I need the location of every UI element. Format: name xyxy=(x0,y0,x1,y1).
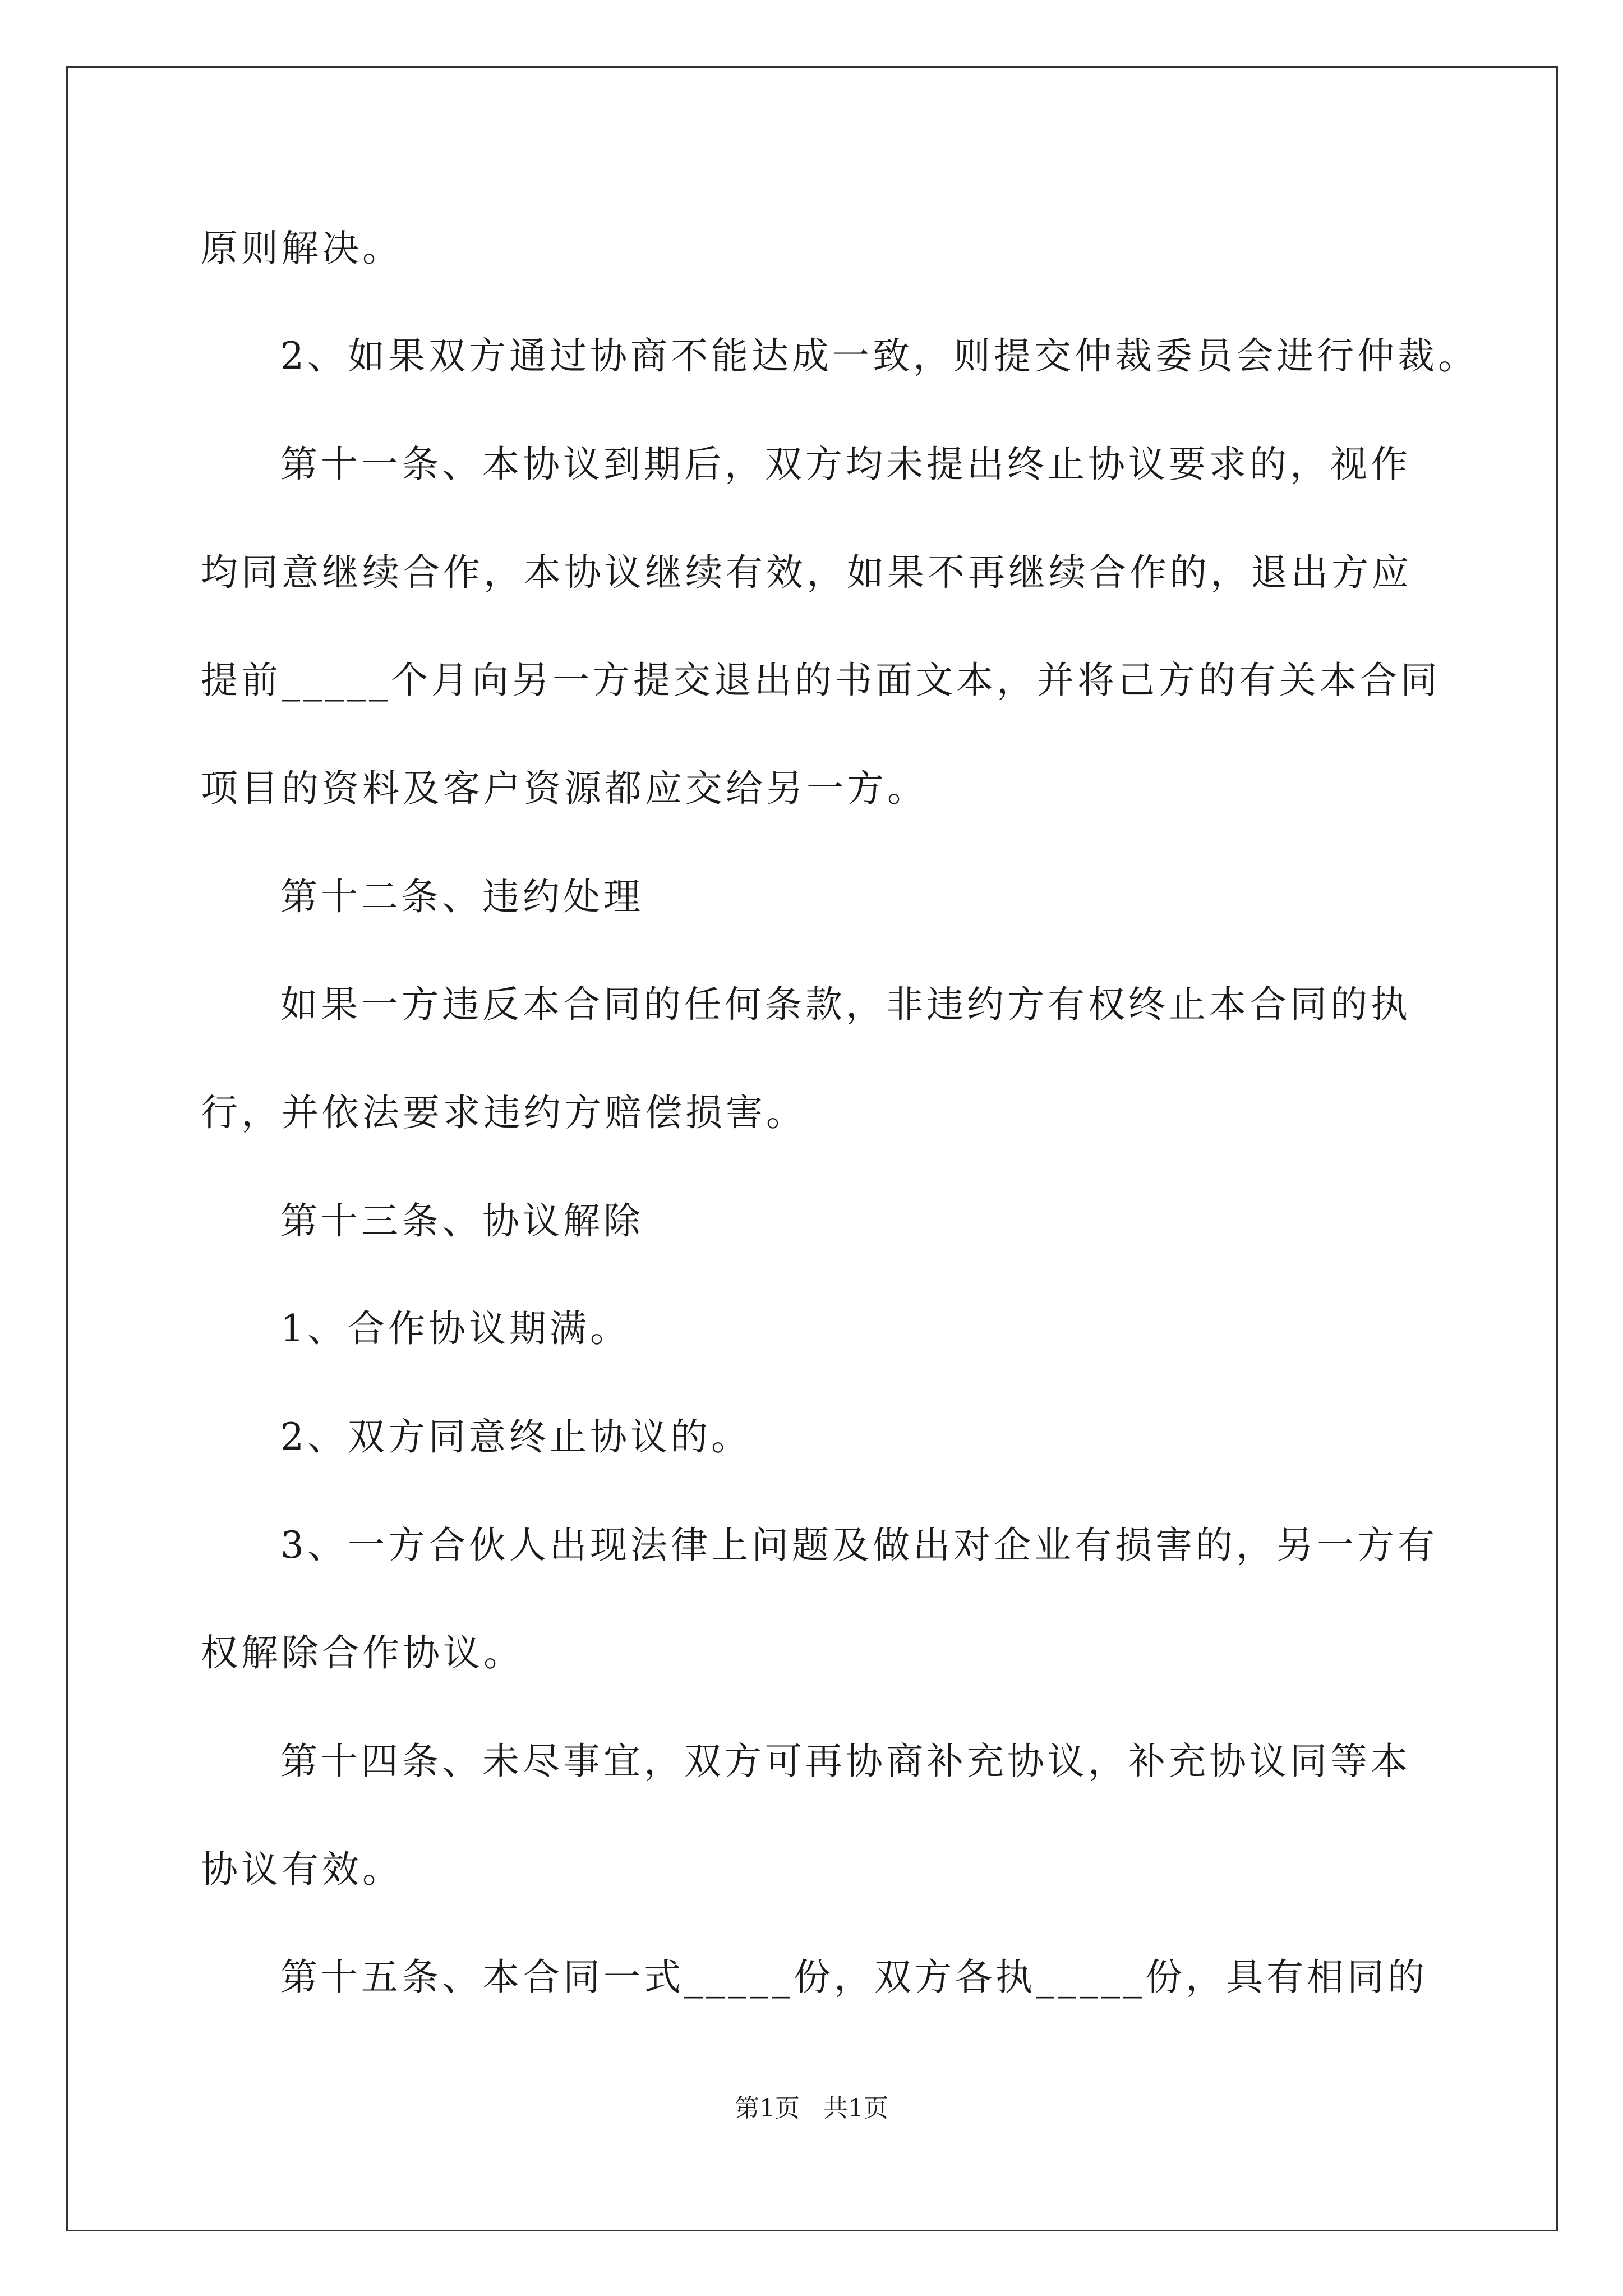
text-line: 权解除合作协议。 xyxy=(201,1631,524,1674)
page-border xyxy=(66,66,1558,2231)
text-line: 2、双方同意终止协议的。 xyxy=(280,1415,751,1458)
text-line: 2、如果双方通过协商不能达成一致，则提交仲裁委员会进行仲裁。 xyxy=(280,334,1478,378)
text-line: 原则解决。 xyxy=(201,227,403,270)
text-line: 均同意继续合作，本协议继续有效，如果不再继续合作的，退出方应 xyxy=(201,551,1412,594)
text-line: 第十一条、本协议到期后，双方均未提出终止协议要求的，视作 xyxy=(280,443,1411,486)
text-line: 第十四条、未尽事宜，双方可再协商补充协议，补充协议同等本 xyxy=(280,1740,1411,1783)
text-line: 3、一方合伙人出现法律上问题及做出对企业有损害的，另一方有 xyxy=(280,1524,1438,1567)
section-heading: 第十三条、协议解除 xyxy=(280,1199,644,1243)
section-heading: 第十二条、违约处理 xyxy=(280,875,644,918)
text-line: 1、合作协议期满。 xyxy=(280,1307,630,1350)
page-number-footer: 第1页 共1页 xyxy=(735,2094,888,2123)
text-line: 提前_____个月向另一方提交退出的书面文本，并将己方的有关本合同 xyxy=(201,659,1441,702)
text-line: 第十五条、本合同一式_____份，双方各执_____份，具有相同的 xyxy=(280,1955,1428,1999)
text-line: 协议有效。 xyxy=(201,1848,403,1891)
text-line: 如果一方违反本合同的任何条款，非违约方有权终止本合同的执 xyxy=(280,983,1411,1026)
text-line: 项目的资料及客户资源都应交给另一方。 xyxy=(201,767,928,810)
text-line: 行，并依法要求违约方赔偿损害。 xyxy=(201,1091,806,1134)
